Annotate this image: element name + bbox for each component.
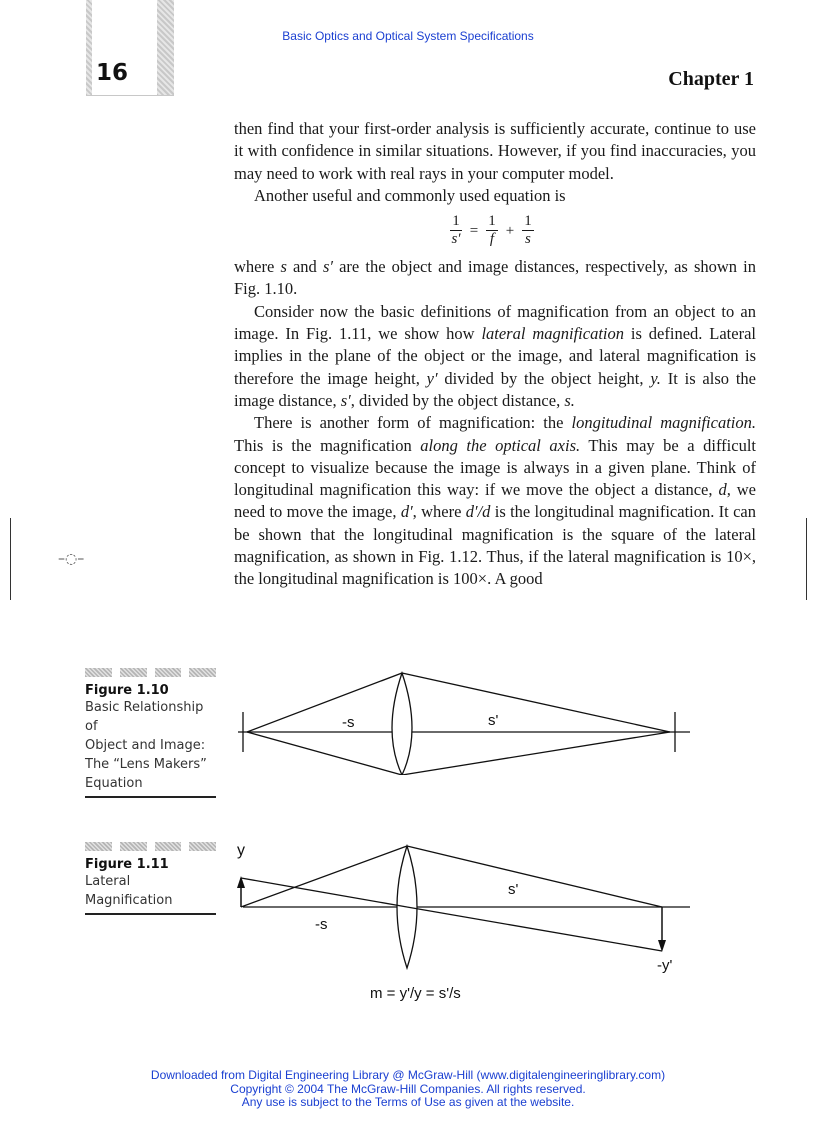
chief-ray-right [407, 907, 662, 951]
figure-1-11-caption-block [85, 842, 216, 915]
figure-1-10-caption: Basic Relationship of Object and Image: The “Lens Makers” Equation [85, 700, 207, 791]
figure-1-10-number: Figure 1.10 [85, 683, 169, 698]
figure-1-11-number: Figure 1.11 [85, 857, 169, 872]
paragraph-3: where s and s′ are the object and image distances, respectively, as shown in Fig. 1.10. [234, 257, 756, 299]
registration-mark-icon: –◌– [58, 551, 85, 567]
crop-mark-right [806, 518, 807, 600]
footer [0, 1069, 816, 1110]
figure-1-11-caption: Lateral Magnification [85, 874, 173, 908]
equation-plus: + [505, 222, 515, 239]
label-minus-s: -s [315, 916, 328, 933]
page-number: 16 [96, 60, 129, 86]
lens-shape [392, 673, 412, 775]
label-minus-s: -s [342, 714, 355, 731]
equation-lhs-den: s′ [451, 231, 461, 248]
figure-1-10-rule [85, 796, 216, 798]
paragraph-4: Consider now the basic definitions of magnification from an object to an image. In Fig. 1.11, we show how lateral magnification is defined. Lateral implies in the plane of the object or the image, and lateral magnification is therefore the image height, y′ divided by the object height, y. It is also the image distance, s′, divided by the object distance, s. [234, 301, 756, 410]
ray-top-left [247, 673, 402, 732]
equation-term2-den: s [525, 231, 531, 248]
figure-1-11-hatch [85, 842, 216, 851]
lens-equation [422, 213, 562, 248]
figure-1-11-rule [85, 913, 216, 915]
equation-lhs [450, 213, 462, 248]
label-s-prime: s' [508, 881, 519, 898]
equation-lhs-num: 1 [452, 213, 460, 230]
label-y: y [237, 842, 245, 859]
equation-term2 [522, 213, 534, 248]
chapter-label: Chapter 1 [668, 68, 754, 90]
chief-ray-left [241, 878, 407, 907]
ray-axial-upper [241, 846, 407, 907]
figure-1-11-diagram [225, 838, 700, 1008]
ray-bottom-left [247, 732, 402, 775]
ray-bottom-right [402, 732, 670, 775]
page-tab-rule [86, 95, 174, 96]
equation-term2-num: 1 [524, 213, 532, 230]
crop-mark-left [10, 518, 11, 600]
paragraph-2: Another useful and commonly used equation is [254, 185, 566, 205]
figure-1-10-caption-block [85, 668, 216, 798]
ray-upper-right [407, 846, 662, 907]
magnification-formula: m = y'/y = s'/s [370, 985, 461, 1002]
page-tab-stripe-left [86, 0, 92, 96]
label-minus-y-prime: -y' [657, 957, 673, 974]
equation-equals: = [469, 222, 479, 239]
label-s-prime: s' [488, 712, 499, 729]
footer-line-3: Any use is subject to the Terms of Use as given at the website. [241, 1095, 575, 1109]
paragraph-1: then find that your first-order analysis is sufficiently accurate, continue to use it with confidence in similar situations. However, if you find inaccuracies, you may need to work with real rays in your computer model. [234, 119, 756, 183]
equation-term1-den: f [489, 231, 495, 248]
object-arrow-head-icon [237, 876, 245, 888]
equation-term1-num: 1 [488, 213, 496, 230]
equation-term1 [486, 213, 498, 248]
paragraph-5: There is another form of magnification: the longitudinal magnification. This is the magnification along the optical axis. This may be a difficult concept to visualize because the image is always in a given plane. Think of longitudinal magnification this way: if we move the object a distance, d, we need to move the image, d′, where d′/d is the longitudinal magnification. It can be shown that the longitudinal magnification is the square of the lateral magnification, as shown in Fig. 1.12. Thus, if the lateral magnification is 10×, the longitudinal magnification is 100×. A good [234, 413, 756, 589]
running-head: Basic Optics and Optical System Specifications [282, 29, 534, 43]
body-text [234, 118, 756, 591]
figure-1-10-hatch [85, 668, 216, 677]
figure-1-10-diagram [230, 665, 700, 775]
page-tab-stripe-right [157, 0, 174, 96]
footer-line-2: Copyright © 2004 The McGraw-Hill Companies. All rights reserved. [230, 1081, 586, 1096]
ray-top-right [402, 673, 670, 732]
footer-line-1[interactable]: Downloaded from Digital Engineering Library @ McGraw-Hill (www.digitalengineeringlibrary.com) [150, 1068, 666, 1082]
